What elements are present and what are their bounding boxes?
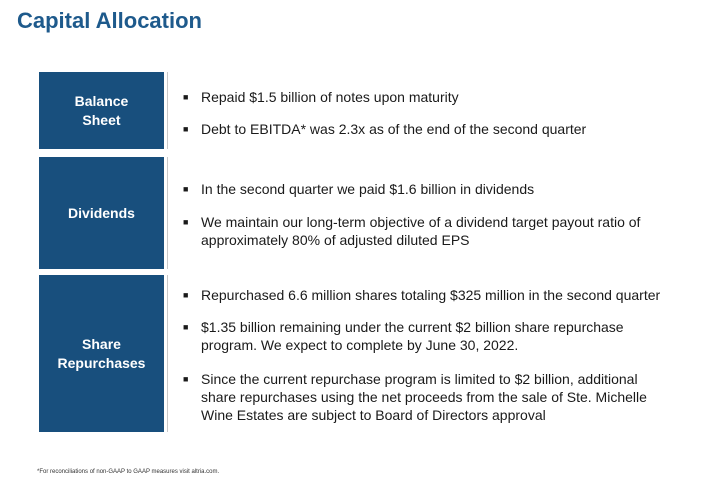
bullet-item: [178, 286, 678, 304]
section-label-dividends: Dividends: [39, 157, 164, 269]
bullet-icon: ■: [183, 92, 189, 102]
bullet-item: [178, 88, 678, 106]
bullet-item: [178, 180, 678, 198]
section-label-balance-sheet: Balance Sheet: [39, 72, 164, 149]
bullet-item: [178, 120, 678, 138]
bullet-text: We maintain our long-term objective of a dividend target payout ratio of approximately 80% of adjusted diluted EPS: [201, 214, 641, 248]
bullet-item: [178, 318, 678, 354]
section-divider: [167, 157, 168, 269]
page-title: Capital Allocation: [17, 8, 202, 33]
bullet-text: Debt to EBITDA* was 2.3x as of the end of the second quarter: [201, 121, 587, 137]
bullet-icon: ■: [183, 124, 189, 134]
bullet-text: $1.35 billion remaining under the current $2 billion share repurchase program. We expect to complete by June 30, 2022.: [201, 319, 624, 353]
section-divider: [167, 72, 168, 149]
bullet-icon: ■: [183, 322, 189, 332]
bullet-item: [178, 370, 678, 424]
section-divider: [167, 275, 168, 432]
bullet-text: In the second quarter we paid $1.6 billion in dividends: [201, 181, 535, 197]
bullet-icon: ■: [183, 374, 189, 384]
bullet-icon: ■: [183, 184, 189, 194]
bullet-text: Repaid $1.5 billion of notes upon maturity: [201, 89, 459, 105]
section-label-share-repurchases: Share Repurchases: [39, 275, 164, 432]
bullet-text: Repurchased 6.6 million shares totaling $325 million in the second quarter: [201, 287, 661, 303]
bullet-icon: ■: [183, 290, 189, 300]
bullet-text: Since the current repurchase program is limited to $2 billion, additional share repurchases using the net proceeds from the sale of Ste. Michelle Wine Estates are subject to Board of Directors approval: [201, 371, 647, 423]
footnote: *For reconciliations of non-GAAP to GAAP measures visit altria.com.: [37, 469, 220, 475]
bullet-icon: ■: [183, 217, 189, 227]
bullet-item: [178, 213, 678, 249]
